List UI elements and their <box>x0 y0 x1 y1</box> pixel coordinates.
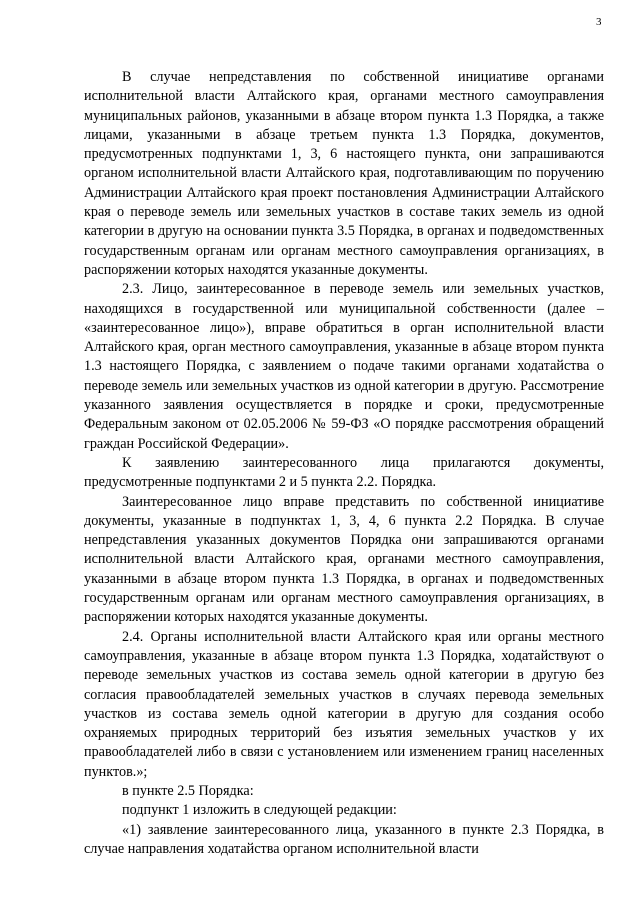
paragraph-2-4: 2.4. Органы исполнительной власти Алтайского края или органы местного самоуправления, указанные в абзаце втором пункта 1.3 Порядка, ходатайствуют о переводе земельных участков из состава земель одной категории в другую без согласия правообладателей земельных участков в случаях перевода земельных участков из состава земель одной категории в другую для создания особо охраняемых природных территорий без изъятия земельных участков у их правообладателей либо в связи с установлением или изменением границ населенных пунктов.»; <box>84 628 604 780</box>
paragraph-subpoint-1-wording: подпункт 1 изложить в следующей редакции: <box>122 802 397 819</box>
page-number: 3 <box>596 16 602 28</box>
paragraph-2-3: 2.3. Лицо, заинтересованное в переводе земель или земельных участков, находящихся в государственной или муниципальной собственности (далее – «заинтересованное лицо»), вправе обратиться в орган исполнительной власти Алтайского края, орган местного самоуправления, указанные в абзаце втором пункта 1.3 настоящего Порядка, с заявлением о подаче такими органами ходатайства о переводе земель или земельных участков из одной категории в другую. Рассмотрение указанного заявления осуществляется в порядке и сроки, предусмотренные Федеральным законом от 02.05.2006 № 59-ФЗ «О порядке рассмотрения обращений граждан Российской Федерации». <box>84 281 604 452</box>
paragraph-application-attachments: К заявлению заинтересованного лица прилагаются документы, предусмотренные подпунктами 2 и 5 пункта 2.2. Порядка. <box>84 454 604 491</box>
paragraph-own-initiative-documents: Заинтересованное лицо вправе представить по собственной инициативе документы, указанные в подпунктах 1, 3, 4, 6 пункта 2.2 Порядка. В случае непредставления указанных документов Порядка они запрашиваются органами исполнительной власти Алтайского края, органами местного самоуправления, указанными в абзаце втором пункта 1.3 Порядка, в органах и подведомственных государственным органам или органам местного самоуправления организациях, в распоряжении которых находятся указанные документы. <box>84 493 604 626</box>
paragraph-subpoint-1-text: «1) заявление заинтересованного лица, указанного в пункте 2.3 Порядка, в случае направления ходатайства органом исполнительной власти <box>84 821 604 857</box>
document-body <box>84 68 604 859</box>
paragraph-request-documents: В случае непредставления по собственной инициативе органами исполнительной власти Алтайского края, органами местного самоуправления муниципальных районов, указанными в абзаце втором пункта 1.3 Порядка, а также лицами, указанными в абзаце третьем пункта 1.3 Порядка, документов, предусмотренных подпунктами 1, 3, 6 настоящего пункта, они запрашиваются органом исполнительной власти Алтайского края, подготавливающим по поручению Администрации Алтайского края проект постановления Администрации Алтайского края о переводе земель или земельных участков в составе таких земель из одной категории в другую на основании пункта 3.5 Порядка, в органах и подведомственных государственным органам или органам местного самоуправления организациях, в распоряжении которых находятся указанные документы. <box>84 69 604 278</box>
paragraph-in-point-2-5: в пункте 2.5 Порядка: <box>122 782 254 799</box>
